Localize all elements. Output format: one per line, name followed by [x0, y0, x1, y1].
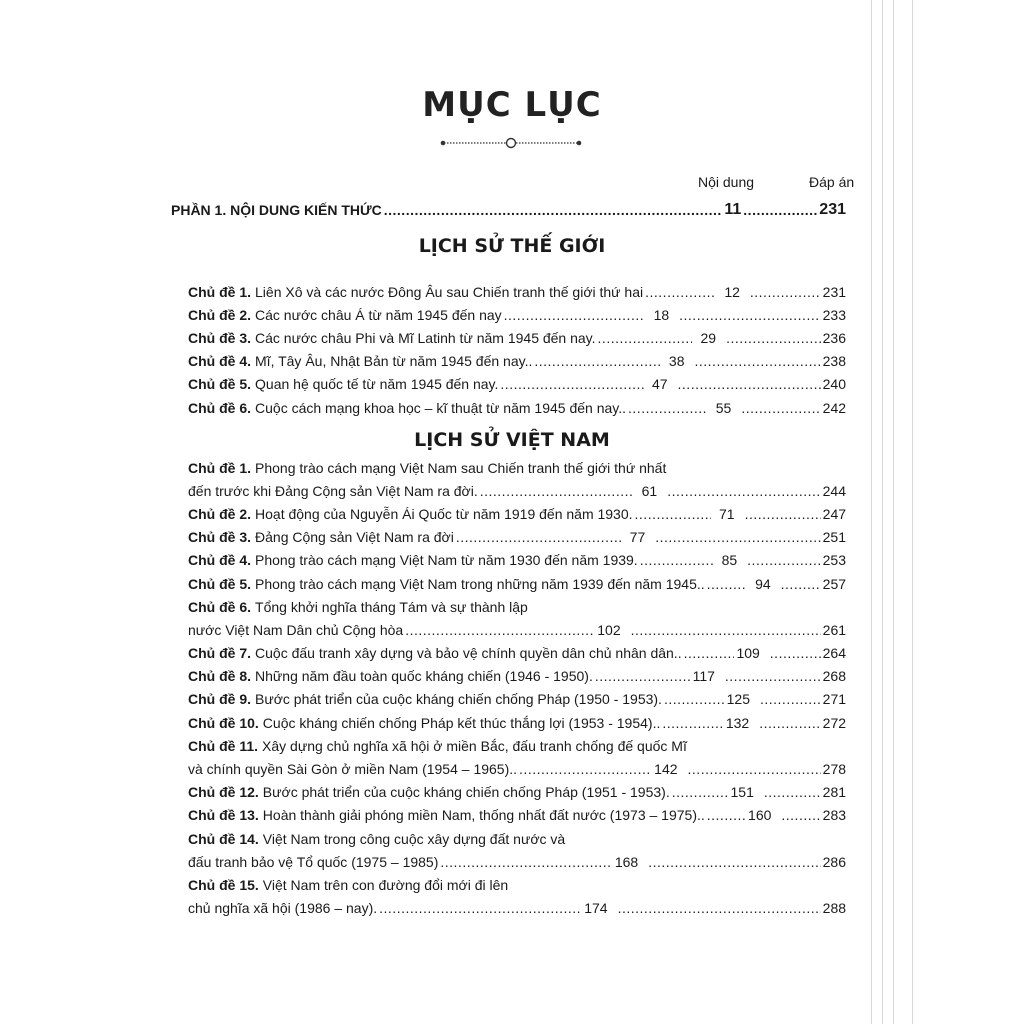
toc-entry-answer-page: 272: [822, 714, 847, 731]
leader-dots: [631, 622, 821, 638]
toc-entry-line: [188, 642, 846, 665]
leader-dots: [645, 284, 716, 300]
toc-entry: [188, 350, 846, 373]
toc-entry-title: Bước phát triển của cuộc kháng chiến chống Pháp (1951 - 1953).: [262, 784, 670, 801]
toc-entry-page-number: 71: [719, 505, 735, 522]
toc-entry-answer-page: 264: [822, 645, 846, 662]
toc-entry-answer-page: 242: [822, 399, 847, 416]
leader-dots: [725, 668, 821, 684]
toc-entry-line: [188, 757, 846, 780]
toc-entry-answer-page: 283: [822, 807, 847, 824]
toc-entry-page-number: 85: [721, 552, 738, 569]
toc-entry-page-number: 151: [730, 784, 754, 801]
toc-entry-page-number: 125: [726, 691, 750, 708]
leader-dots: [695, 353, 821, 369]
toc-entry: [188, 326, 846, 349]
leader-dots: [664, 691, 725, 707]
toc-list-vietnam-history: [188, 456, 846, 920]
toc-entry-line: [188, 456, 846, 479]
leader-dots: [764, 784, 821, 800]
toc-entry-topic-number: Chủ đề 12.: [188, 784, 259, 801]
toc-entry-answer-page: 251: [822, 529, 846, 546]
toc-entry-answer-page: 278: [822, 761, 847, 778]
toc-entry-line: [188, 897, 846, 920]
toc-entry-topic-number: Chủ đề 14.: [188, 830, 259, 847]
toc-entry-page-number: 12: [724, 283, 740, 300]
toc-entry-line: [188, 595, 846, 618]
leader-dots: [405, 622, 595, 638]
leader-dots: [598, 330, 693, 346]
toc-entry-line: [188, 804, 846, 827]
column-headers: [0, 174, 1024, 194]
toc-entry-line: [188, 734, 846, 757]
toc-entry: [188, 781, 846, 804]
leader-dots: [440, 854, 612, 870]
leader-dots: [672, 784, 729, 800]
toc-entry-title: Tổng khởi nghĩa tháng Tám và sự thành lập: [255, 598, 528, 615]
toc-entry-answer-page: 288: [822, 900, 847, 917]
toc-entry-line: [188, 711, 846, 734]
leader-dots: [628, 400, 707, 416]
leader-dots: [384, 202, 723, 218]
toc-entry-page-number: 160: [748, 807, 772, 824]
toc-entry: [188, 502, 846, 525]
toc-entry-title-continued: chủ nghĩa xã hội (1986 – nay).: [188, 900, 378, 917]
section-title-world-history: LỊCH SỬ THẾ GIỚI: [418, 235, 606, 257]
toc-entry-title: Cuộc đấu tranh xây dựng và bảo vệ chính quyền dân chủ nhân dân..: [255, 645, 682, 662]
toc-entry-topic-number: Chủ đề 6.: [188, 399, 252, 416]
leader-dots: [667, 483, 820, 499]
toc-entry-page-number: 18: [653, 306, 670, 323]
toc-entry-topic-number: Chủ đề 3.: [188, 329, 252, 346]
leader-dots: [745, 506, 821, 522]
toc-entry-answer-page: 240: [822, 376, 846, 393]
page-edge-line: [893, 0, 894, 1024]
toc-entry-answer-page: 271: [822, 691, 847, 708]
toc-entry-title: Phong trào cách mạng Việt Nam sau Chiến tranh thế giới thứ nhất: [255, 459, 667, 476]
toc-entry-answer-page: 286: [822, 853, 846, 870]
leader-dots: [456, 529, 621, 545]
leader-dots: [519, 761, 652, 777]
leader-dots: [679, 307, 821, 323]
page-edge-line: [882, 0, 883, 1024]
toc-entry: [188, 804, 846, 827]
leader-dots: [707, 807, 746, 823]
toc-entry-page-number: 94: [755, 575, 771, 592]
toc-entry-topic-number: Chủ đề 15.: [188, 876, 259, 893]
toc-entry: [188, 873, 846, 919]
toc-entry-title: Mĩ, Tây Âu, Nhật Bản từ năm 1945 đến nay..: [255, 353, 533, 370]
toc-entry-page-number: 142: [654, 761, 678, 778]
leader-dots: [688, 761, 821, 777]
leader-dots: [747, 552, 820, 568]
leader-dots: [655, 529, 820, 545]
toc-entry-topic-number: Chủ đề 13.: [188, 807, 259, 824]
part-heading-label: PHẦN 1. NỘI DUNG KIẾN THỨC: [171, 202, 382, 218]
toc-entry: [188, 303, 846, 326]
toc-entry-line: [188, 873, 846, 896]
toc-entry-title: Việt Nam trên con đường đổi mới đi lên: [262, 876, 509, 893]
toc-entry-topic-number: Chủ đề 7.: [188, 645, 252, 662]
toc-entry-line: [188, 479, 846, 502]
page-title: MỤC LỤC: [422, 85, 602, 125]
toc-entry-page-number: 61: [641, 482, 658, 499]
toc-entry-title: Liên Xô và các nước Đông Âu sau Chiến tranh thế giới thứ hai: [255, 283, 644, 300]
toc-entry-answer-page: 247: [822, 505, 847, 522]
leader-dots: [635, 506, 711, 522]
toc-entry: [188, 526, 846, 549]
toc-entry-answer-page: 233: [822, 306, 846, 323]
toc-entry: [188, 595, 846, 641]
part-page-number: 11: [724, 201, 742, 218]
toc-entry: [188, 734, 846, 780]
toc-entry: [188, 572, 846, 595]
section-title-vietnam-history: LỊCH SỬ VIỆT NAM: [414, 429, 610, 451]
toc-entry: [188, 549, 846, 572]
leader-dots: [741, 400, 820, 416]
toc-entry-title: Bước phát triển của cuộc kháng chiến chống Pháp (1950 - 1953).: [255, 691, 662, 708]
toc-entry-page-number: 55: [715, 399, 732, 416]
toc-entry-line: [188, 618, 846, 641]
toc-list-world-history: [188, 280, 846, 419]
leader-dots: [618, 900, 821, 916]
toc-entry-line: [188, 396, 846, 419]
toc-entry-title: Cuộc cách mạng khoa học – kĩ thuật từ năm 1945 đến nay..: [255, 399, 627, 416]
toc-entry-page-number: 77: [629, 529, 646, 546]
toc-entry-title: Các nước châu Phi và Mĩ Latinh từ năm 1945 đến nay.: [255, 329, 596, 346]
toc-entry-line: [188, 827, 846, 850]
toc-entry-answer-page: 238: [822, 353, 846, 370]
toc-entry-topic-number: Chủ đề 8.: [188, 668, 252, 685]
toc-entry-line: [188, 373, 846, 396]
toc-entry-page-number: 102: [597, 621, 621, 638]
toc-entry-page-number: 29: [700, 329, 717, 346]
toc-entry-topic-number: Chủ đề 1.: [188, 283, 252, 300]
toc-entry-answer-page: 231: [822, 283, 847, 300]
toc-entry-line: [188, 688, 846, 711]
leader-dots: [595, 668, 691, 684]
toc-entry-title: Đảng Cộng sản Việt Nam ra đời: [255, 529, 454, 546]
leader-dots: [750, 284, 821, 300]
toc-entry-title: Việt Nam trong công cuộc xây dựng đất nước và: [262, 830, 566, 847]
leader-dots: [726, 330, 821, 346]
toc-entry-line: [188, 665, 846, 688]
leader-dots: [534, 353, 660, 369]
toc-entry-line: [188, 326, 846, 349]
toc-entry-page-number: 109: [736, 645, 760, 662]
toc-entry-title-continued: và chính quyền Sài Gòn ở miền Nam (1954 – 1965)..: [188, 761, 518, 778]
toc-entry-answer-page: 261: [822, 621, 847, 638]
toc-entry-line: [188, 549, 846, 572]
toc-entry-title: Xây dựng chủ nghĩa xã hội ở miền Bắc, đấu tranh chống đế quốc Mĩ: [262, 737, 687, 754]
page-edge-line: [871, 0, 872, 1024]
toc-entry-topic-number: Chủ đề 2.: [188, 306, 252, 323]
toc-entry-topic-number: Chủ đề 4.: [188, 353, 252, 370]
toc-entry-topic-number: Chủ đề 2.: [188, 505, 252, 522]
toc-entry-title: Những năm đầu toàn quốc kháng chiến (1946 - 1950).: [255, 668, 593, 685]
toc-entry-line: [188, 526, 846, 549]
leader-dots: [480, 483, 633, 499]
toc-entry-title: Cuộc kháng chiến chống Pháp kết thúc thắng lợi (1953 - 1954)..: [262, 714, 661, 731]
toc-entry-page-number: 168: [614, 853, 639, 870]
leader-dots: [781, 576, 821, 592]
toc-entry-title: Phong trào cách mạng Việt Nam từ năm 1930 đến năm 1939.: [255, 552, 638, 569]
leader-dots: [678, 376, 821, 392]
toc-entry-title: Quan hệ quốc tế từ năm 1945 đến nay.: [255, 376, 499, 393]
column-header-content: Nội dung: [698, 174, 755, 190]
toc-entry-page-number: 47: [651, 376, 668, 393]
toc-entry: [188, 688, 846, 711]
toc-entry-title: Hoàn thành giải phóng miền Nam, thống nhất đất nước (1973 – 1975)..: [262, 807, 705, 824]
toc-entry-answer-page: 257: [822, 575, 847, 592]
toc-entry-line: [188, 850, 846, 873]
toc-entry: [188, 665, 846, 688]
toc-entry-topic-number: Chủ đề 11.: [188, 737, 259, 754]
toc-entry-answer-page: 268: [822, 668, 846, 685]
toc-entry: [188, 711, 846, 734]
toc-entry-page-number: 117: [692, 668, 715, 685]
part-answer-page: 231: [819, 201, 846, 218]
toc-entry-answer-page: 244: [822, 482, 846, 499]
toc-entry: [188, 280, 846, 303]
toc-entry: [188, 396, 846, 419]
toc-entry-line: [188, 303, 846, 326]
title-divider-ornament: [440, 135, 582, 151]
toc-entry-line: [188, 350, 846, 373]
toc-entry-page-number: 132: [725, 714, 750, 731]
toc-entry-topic-number: Chủ đề 9.: [188, 691, 252, 708]
leader-dots: [760, 691, 821, 707]
toc-entry: [188, 373, 846, 396]
leader-dots: [770, 645, 821, 661]
toc-entry-title: Phong trào cách mạng Việt Nam trong những năm 1939 đến năm 1945..: [255, 575, 705, 592]
toc-entry-title-continued: nước Việt Nam Dân chủ Cộng hòa: [188, 621, 404, 638]
toc-entry-page-number: 174: [584, 900, 608, 917]
leader-dots: [781, 807, 820, 823]
toc-entry-topic-number: Chủ đề 5.: [188, 376, 252, 393]
toc-entry-title: Các nước châu Á từ năm 1945 đến nay: [255, 306, 502, 323]
leader-dots: [648, 854, 820, 870]
leader-dots: [640, 552, 713, 568]
page-edge-line: [912, 0, 913, 1024]
leader-dots: [379, 900, 582, 916]
leader-dots: [504, 307, 646, 323]
toc-entry-line: [188, 781, 846, 804]
toc-entry-topic-number: Chủ đề 1.: [188, 459, 252, 476]
toc-entry-topic-number: Chủ đề 4.: [188, 552, 252, 569]
toc-entry-title: Hoạt động của Nguyễn Ái Quốc từ năm 1919 đến năm 1930.: [255, 505, 633, 522]
toc-entry-topic-number: Chủ đề 6.: [188, 598, 252, 615]
toc-entry-line: [188, 572, 846, 595]
toc-entry-title-continued: đến trước khi Đảng Cộng sản Việt Nam ra đời.: [188, 482, 478, 499]
toc-entry: [188, 456, 846, 502]
toc-entry-topic-number: Chủ đề 3.: [188, 529, 252, 546]
toc-entry: [188, 642, 846, 665]
leader-dots: [500, 376, 643, 392]
toc-entry-title-continued: đấu tranh bảo vệ Tổ quốc (1975 – 1985): [188, 853, 439, 870]
toc-entry: [188, 827, 846, 873]
toc-entry-line: [188, 502, 846, 525]
toc-entry-answer-page: 253: [822, 552, 846, 569]
leader-dots: [684, 645, 735, 661]
leader-dots: [759, 715, 820, 731]
toc-entry-answer-page: 281: [822, 784, 847, 801]
toc-entry-topic-number: Chủ đề 5.: [188, 575, 252, 592]
toc-entry-line: [188, 280, 846, 303]
column-header-answer: Đáp án: [809, 174, 855, 190]
leader-dots: [743, 202, 817, 218]
leader-dots: [707, 576, 747, 592]
toc-entry-topic-number: Chủ đề 10.: [188, 714, 259, 731]
toc-entry-page-number: 38: [668, 353, 685, 370]
leader-dots: [662, 715, 723, 731]
toc-entry-answer-page: 236: [822, 329, 846, 346]
part-heading-row: [171, 199, 846, 221]
